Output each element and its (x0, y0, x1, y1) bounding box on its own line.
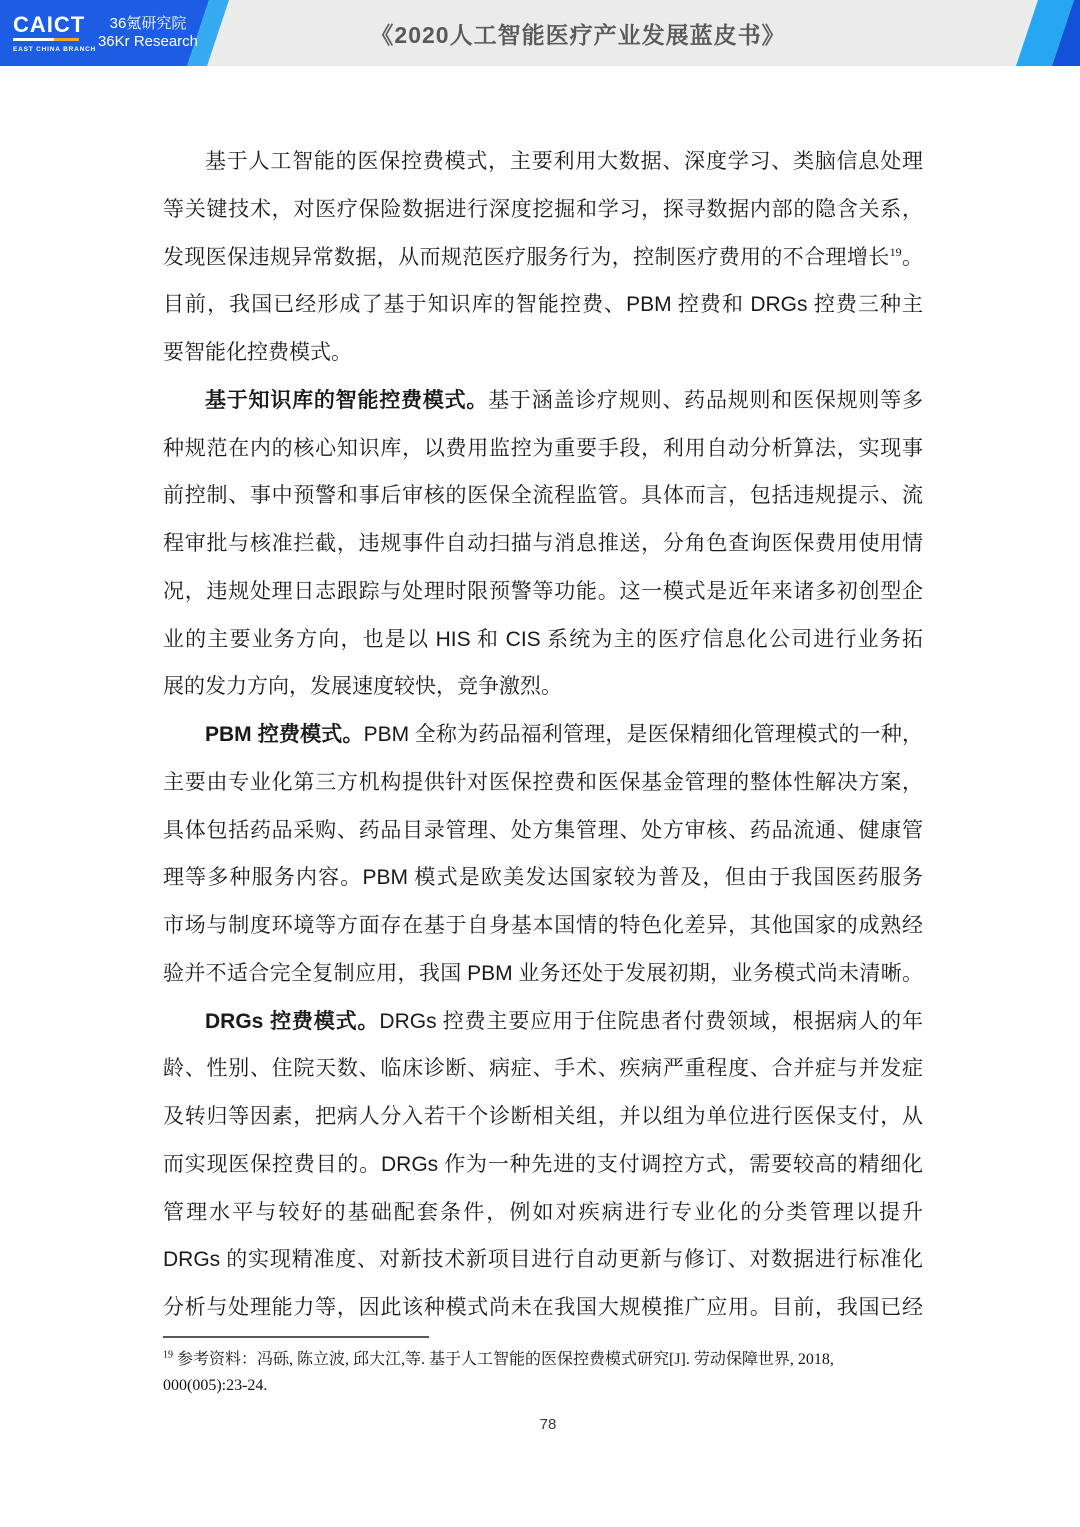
text-segment: DRGs (750, 293, 808, 317)
text-segment: 验并不适合完全复制应用，我国 (163, 960, 468, 985)
text-line (163, 138, 923, 186)
text-line (163, 902, 923, 950)
text-segment: 而实现医保控费目的。 (163, 1151, 381, 1176)
text-line (163, 807, 923, 855)
caict-logo-branch: EAST CHINA BRANCH (13, 46, 97, 54)
org-name-cn: 36氪研究院 (109, 15, 187, 32)
text-line (163, 950, 923, 998)
text-segment: 程审批与核准拦截，违规事件自动扫描与消息推送，分角色查询医保费用使用情 (163, 531, 923, 555)
article-body (163, 138, 923, 1332)
text-segment: 种规范在内的核心知识库，以费用监控为重要手段，利用自动分析算法，实现事 (163, 435, 923, 460)
text-line (163, 234, 923, 282)
text-segment: 龄、性别、住院天数、临床诊断、病症、手术、疾病严重程度、合并症与并发症 (163, 1056, 923, 1081)
text-line (163, 1284, 923, 1332)
page-header (0, 0, 1080, 66)
text-segment: PBM (626, 293, 672, 317)
text-segment: DRGs (381, 1152, 439, 1176)
text-segment: 要智能化控费模式。 (163, 340, 352, 364)
text-segment: DRGs (379, 1009, 437, 1033)
text-segment: 控费三种主 (807, 292, 923, 317)
text-line (163, 1189, 923, 1237)
text-segment: 发现医保违规异常数据，从而规范医疗服务行为，控制医疗费用的不合理增长 (163, 244, 890, 269)
text-line (163, 568, 923, 616)
text-line (163, 616, 923, 664)
text-line (163, 759, 923, 807)
text-segment: 况，违规处理日志跟踪与处理时限预警等功能。这一模式是近年来诸多初创型企 (163, 578, 923, 603)
text-line (163, 1093, 923, 1141)
text-segment: DRGs (163, 1248, 221, 1272)
text-segment: 前控制、事中预警和事后审核的医保全流程监管。具体而言，包括违规提示、流 (163, 483, 923, 508)
text-segment: 市场与制度环境等方面存在基于自身基本国情的特色化差异，其他国家的成熟经 (163, 913, 923, 937)
footnote-line (163, 1373, 923, 1399)
text-segment: 业的主要业务方向，也是以 (163, 626, 436, 651)
text-segment: 业务还处于发展初期，业务模式尚未清晰。 (512, 960, 923, 985)
text-segment: PBM (205, 723, 258, 746)
text-segment: 作为一种先进的支付调控方式，需要较高的精细化 (438, 1151, 923, 1176)
text-line (163, 186, 923, 234)
text-segment: 。 (901, 244, 923, 269)
text-segment: 管理水平与较好的基础配套条件，例如对疾病进行专业化的分类管理以提升 (163, 1199, 923, 1224)
footnote-reference-marker: 19 (889, 244, 902, 259)
caict-logo-name: CAICT (13, 12, 86, 37)
text-segment: PBM (362, 866, 408, 890)
text-segment: CIS (505, 627, 541, 651)
text-segment: 等关键技术，对医疗保险数据进行深度挖掘和学习，探寻数据内部的隐含关系， (163, 196, 923, 221)
footnote-reference-marker: 19 (163, 1349, 173, 1361)
text-segment: 基于人工智能的医保控费模式，主要利用大数据、深度学习、类脑信息处理 (205, 149, 923, 173)
text-segment: 基于涵盖诊疗规则、药品规则和医保规则等多 (488, 387, 923, 412)
footnote-line (163, 1347, 923, 1373)
text-segment: 控费主要应用于住院患者付费领域，根据病人的年 (436, 1008, 923, 1033)
text-segment: 及转归等因素，把病人分入若干个诊断相关组，并以组为单位进行医保支付，从 (163, 1104, 923, 1128)
text-line (163, 854, 923, 902)
text-line (163, 425, 923, 473)
text-segment: 具体包括药品采购、药品目录管理、处方集管理、处方审核、药品流通、健康管 (163, 817, 923, 842)
text-segment: 展的发力方向，发展速度较快，竞争激烈。 (163, 674, 562, 699)
footnote (163, 1336, 923, 1399)
text-segment: 控费和 (671, 292, 751, 317)
text-line (163, 1141, 923, 1189)
footnote-separator (163, 1336, 429, 1338)
text-segment: 控费模式。 (257, 723, 364, 746)
text-segment: 参考资料：冯砾, 陈立波, 邱大江,等. 基于人工智能的医保控费模式研究[J]. 劳动保障世界, 2018, (173, 1351, 834, 1368)
text-line (163, 711, 923, 759)
org-name-en: 36Kr Research (97, 33, 199, 50)
text-segment: 主要由专业化第三方机构提供针对医保控费和医保基金管理的整体性解决方案， (163, 769, 923, 794)
text-line (163, 281, 923, 329)
text-segment: DRGs (205, 1009, 271, 1033)
footnote-text (163, 1347, 923, 1399)
text-line (163, 1236, 923, 1284)
text-line (163, 329, 923, 377)
text-segment: 的实现精准度、对新技术新项目进行自动更新与修订、对数据进行标准化 (220, 1247, 923, 1272)
text-segment: 系统为主的医疗信息化公司进行业务拓 (540, 626, 923, 651)
text-segment: 000(005):23-24. (163, 1377, 268, 1394)
text-segment: 模式是欧美发达国家较为普及，但由于我国医药服务 (408, 865, 923, 890)
text-segment: 理等多种服务内容。 (163, 865, 363, 890)
text-segment: 分析与处理能力等，因此该种模式尚未在我国大规模推广应用。目前，我国已经 (163, 1295, 923, 1319)
text-segment: PBM (467, 961, 513, 985)
text-segment: 目前，我国已经形成了基于知识库的智能控费、 (163, 292, 627, 317)
text-line (163, 663, 923, 711)
text-segment: 基于知识库的智能控费模式。 (205, 388, 489, 412)
text-line (163, 377, 923, 425)
text-line (163, 1045, 923, 1093)
text-segment: PBM (363, 723, 410, 746)
text-segment: HIS (435, 627, 471, 651)
text-line (163, 520, 923, 568)
text-segment: 全称为药品福利管理，是医保精细化管理模式的一种， (409, 722, 923, 746)
text-line (163, 998, 923, 1046)
text-line (163, 472, 923, 520)
page-number: 78 (539, 1416, 557, 1433)
text-segment: 控费模式。 (270, 1009, 380, 1033)
document-title: 《2020人工智能医疗产业发展蓝皮书》 (370, 22, 786, 48)
text-segment: 和 (470, 626, 506, 651)
